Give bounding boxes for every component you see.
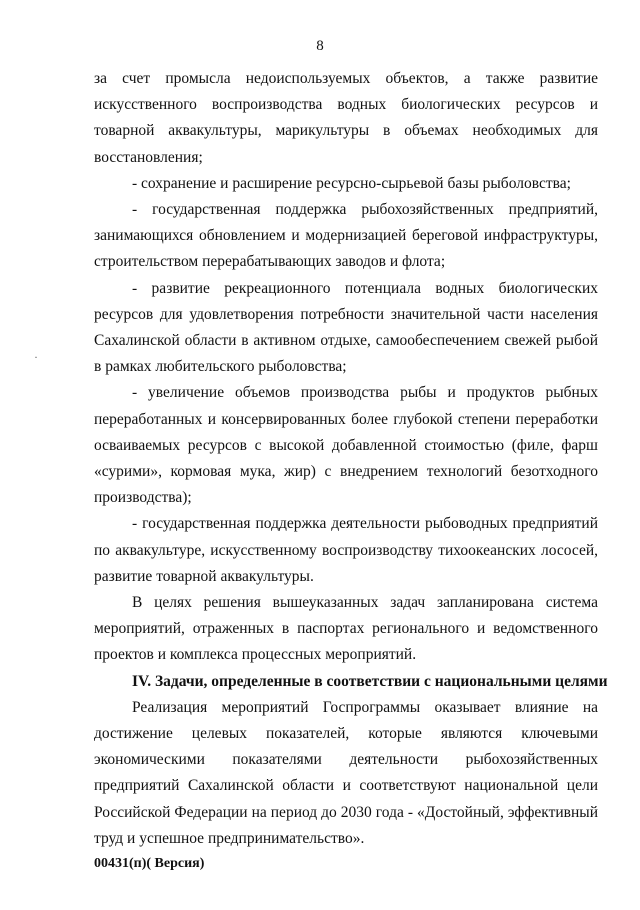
page-number: 8 <box>316 38 324 54</box>
section-heading: IV. Задачи, определенные в соответствии с национальными целями <box>132 672 608 690</box>
paragraph-continuation: за счет промысла недоиспользуемых объектов, а также развитие искусственного воспроизводства водных биологических ресурсов и товарной аквакультуры, марикультуры в объемах необходимых для восстановления; <box>94 70 598 166</box>
list-item-state-support-fishing: - государственная поддержка рыбохозяйственных предприятий, занимающихся обновлением и модернизацией береговой инфраструктуры, строительством перерабатывающих заводов и флота; <box>94 201 598 271</box>
margin-mark: · <box>34 350 38 364</box>
list-item-recreational-potential: - развитие рекреационного потенциала водных биологических ресурсов для удовлетворения потребности значительной части населения Сахалинской области в активном отдыхе, самообеспечением свежей рыбой в рамках любительского рыболовства; <box>94 279 598 376</box>
paragraph-measures-system: В целях решения вышеуказанных задач запланирована система мероприятий, отраженных в паспортах регионального и ведомственного проектов и комплекса процессных мероприятий. <box>94 594 598 664</box>
footer-code: 00431(п)( Версия) <box>94 856 205 871</box>
section-paragraph: Реализация мероприятий Госпрограммы оказывает влияние на достижение целевых показателей, которые являются ключевыми экономическими показателями деятельности рыбохозяйственных предприятий Сахалинской области и соответствуют национальной цели Российской Федерации на период до 2030 года - «Достойный, эффективный труд и успешное предпринимательство». <box>94 698 598 847</box>
document-body <box>94 66 608 852</box>
list-item-aquaculture-support: - государственная поддержка деятельности рыбоводных предприятий по аквакультуре, искусственному воспроизводству тихоокеанских лососей, развитие товарной аквакультуры. <box>94 515 598 585</box>
list-item-production-increase: - увеличение объемов производства рыбы и продуктов рыбных переработанных и консервированных более глубокой степени переработки осваиваемых ресурсов с высокой добавленной стоимостью (филе, фарш «сурими», кормовая мука, жир) с внедрением технологий безотходного производства); <box>94 384 598 507</box>
list-item-resource-base: - сохранение и расширение ресурсно-сырьевой базы рыболовства; <box>132 174 571 192</box>
